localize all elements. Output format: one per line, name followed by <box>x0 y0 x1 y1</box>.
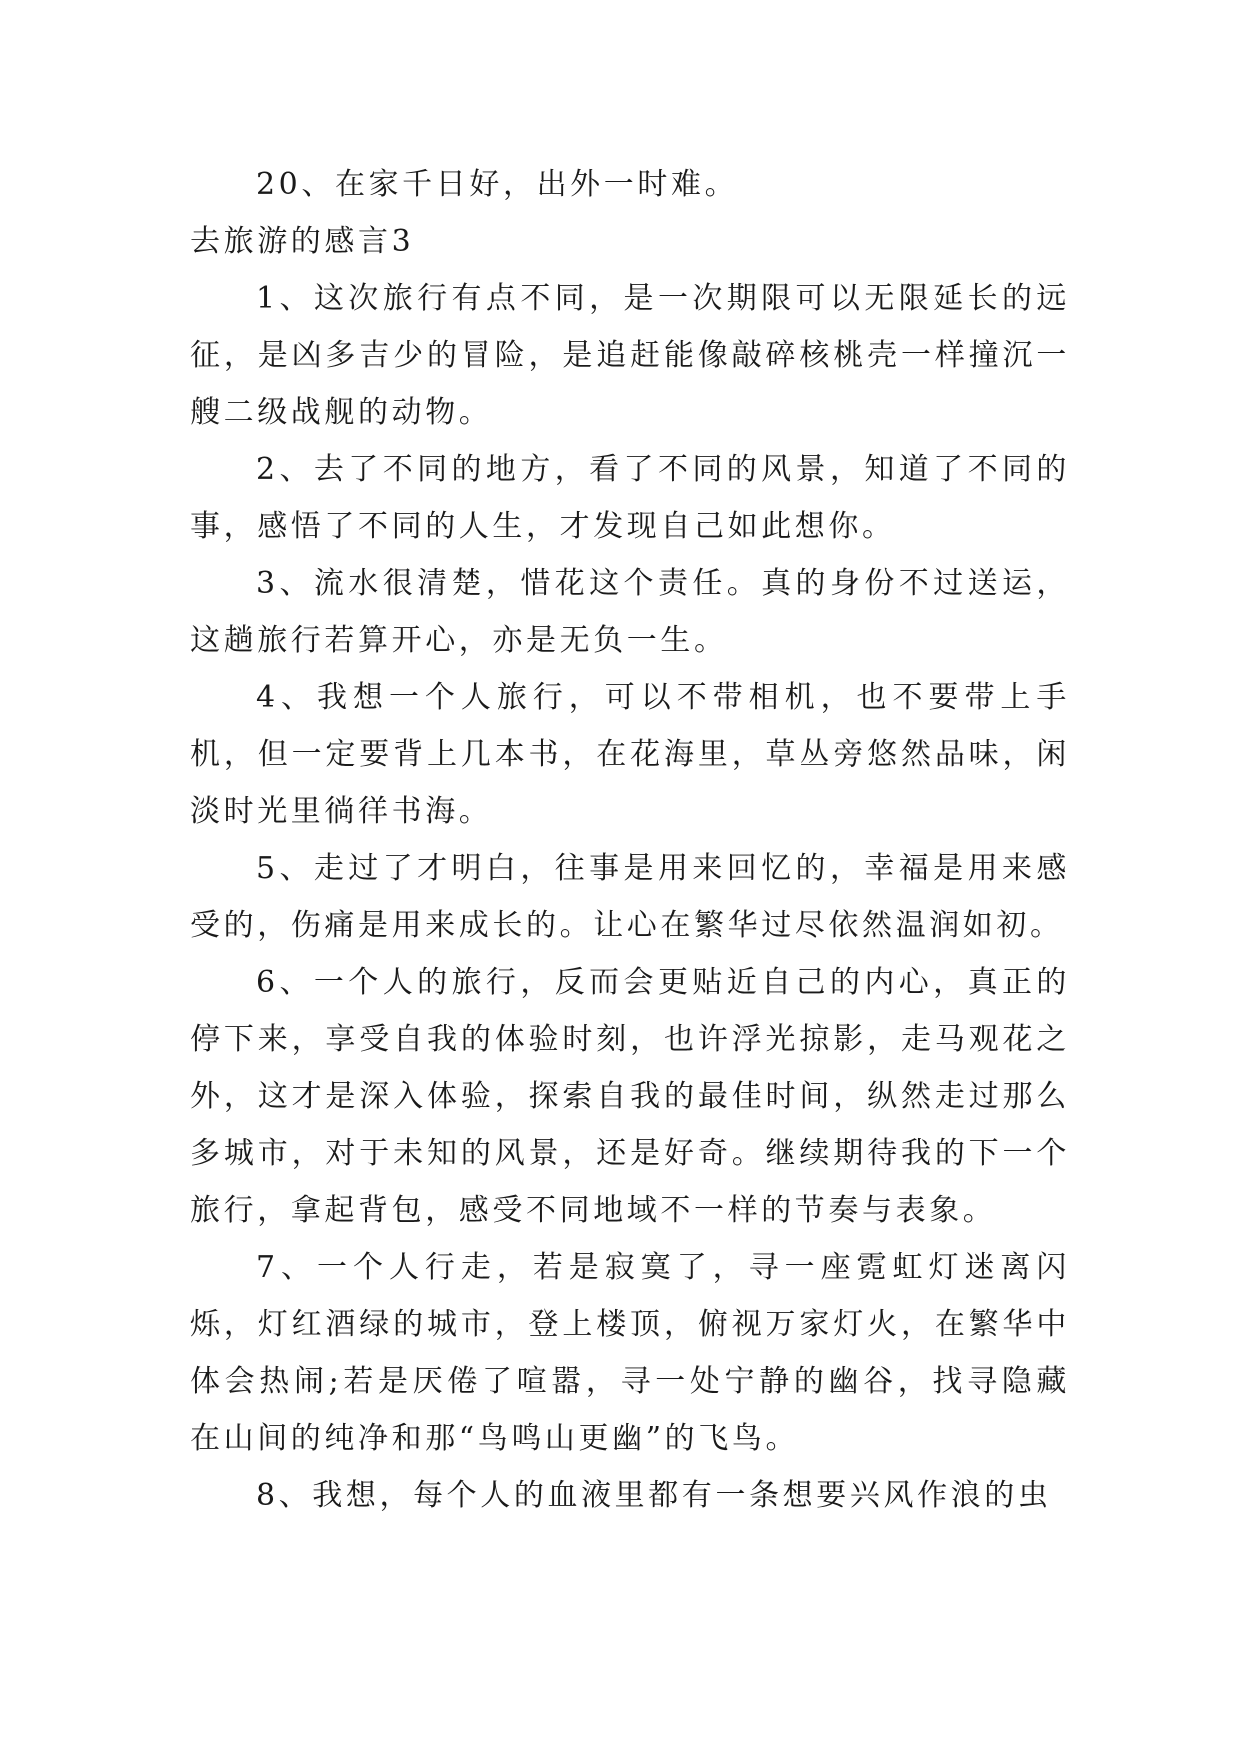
document-body <box>190 156 1070 1524</box>
paragraph-4: 4、我想一个人旅行，可以不带相机，也不要带上手机，但一定要背上几本书，在花海里，草丛旁悠然品味，闲淡时光里徜徉书海。 <box>190 680 1070 829</box>
paragraph-8: 8、我想，每个人的血液里都有一条想要兴风作浪的虫 <box>256 1478 1052 1513</box>
paragraph-6: 6、一个人的旅行，反而会更贴近自己的内心，真正的停下来，享受自我的体验时刻，也许浮光掠影，走马观花之外，这才是深入体验，探索自我的最佳时间，纵然走过那么多城市，对于未知的风景，还是好奇。继续期待我的下一个旅行，拿起背包，感受不同地域不一样的节奏与表象。 <box>190 965 1070 1228</box>
paragraph-7: 7、一个人行走，若是寂寞了，寻一座霓虹灯迷离闪烁，灯红酒绿的城市，登上楼顶，俯视万家灯火，在繁华中体会热闹;若是厌倦了喧嚣，寻一处宁静的幽谷，找寻隐藏在山间的纯净和那“鸟鸣山更幽”的飞鸟。 <box>190 1250 1070 1456</box>
paragraph-5: 5、走过了才明白，往事是用来回忆的，幸福是用来感受的，伤痛是用来成长的。让心在繁华过尽依然温润如初。 <box>190 851 1070 943</box>
section-title: 去旅游的感言3 <box>190 224 415 259</box>
lead-paragraph: 20、在家千日好，出外一时难。 <box>256 167 739 202</box>
paragraph-3: 3、流水很清楚，惜花这个责任。真的身份不过送运，这趟旅行若算开心，亦是无负一生。 <box>190 566 1070 658</box>
paragraph-1: 1、这次旅行有点不同，是一次期限可以无限延长的远征，是凶多吉少的冒险，是追赶能像敲碎核桃壳一样撞沉一艘二级战舰的动物。 <box>190 281 1070 430</box>
paragraph-2: 2、去了不同的地方，看了不同的风景，知道了不同的事，感悟了不同的人生，才发现自己如此想你。 <box>190 452 1070 544</box>
